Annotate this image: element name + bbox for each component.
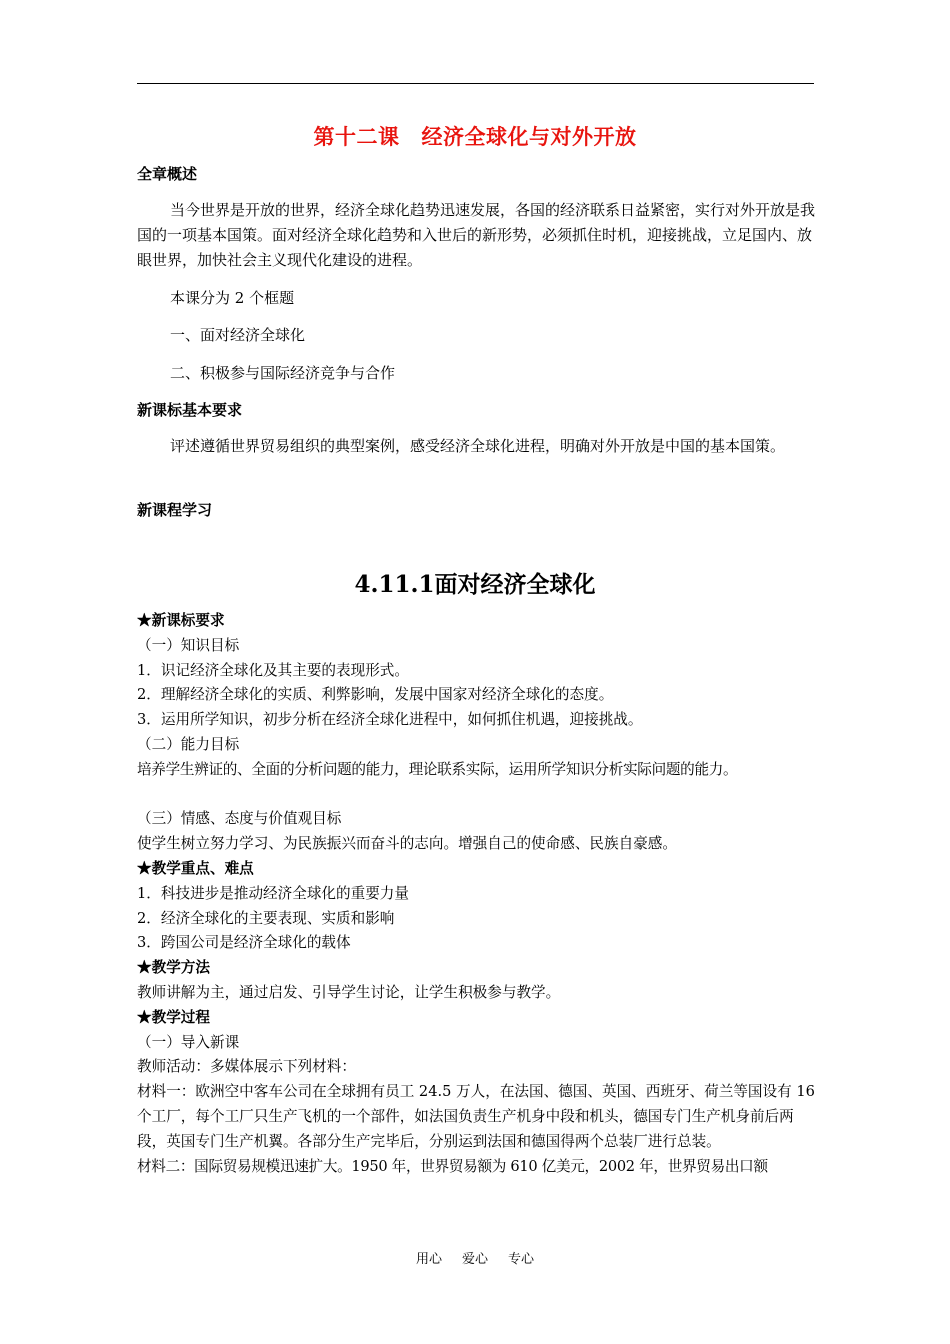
- frame-item-1: 一、面对经济全球化: [170, 326, 306, 344]
- standards-section: [137, 398, 817, 422]
- teacher-activity: 教师活动：多媒体展示下列材料：: [137, 1058, 356, 1076]
- chapter-title: [0, 121, 950, 151]
- emotion-goals-text: 使学生树立努力学习、为民族振兴而奋斗的志向。增强自己的使命感、民族自豪感。: [137, 835, 677, 853]
- key-point-3: 3．跨国公司是经济全球化的载体: [137, 934, 351, 952]
- frame-item-2: 二、积极参与国际经济竞争与合作: [170, 364, 396, 382]
- header-rule: [137, 83, 814, 84]
- overview-body: [137, 198, 817, 273]
- ability-goals-heading: （二）能力目标: [137, 735, 240, 753]
- standards-paragraph: 评述遵循世界贸易组织的典型案例，感受经济全球化进程，明确对外开放是中国的基本国策。: [170, 437, 786, 455]
- chapter-title-topic: 经济全球化与对外开放: [421, 124, 637, 149]
- section-title: 4.11.1面对经济全球化: [354, 571, 596, 598]
- lesson-plan: [137, 609, 817, 1179]
- material-2: 材料二：国际贸易规模迅速扩大。1950 年，世界贸易额为 610 亿美元，2002 年，世界贸易出口额: [137, 1157, 768, 1175]
- standards-heading: 新课标基本要求: [137, 401, 243, 419]
- ability-goals-text: 培养学生辨证的、全面的分析问题的能力，理论联系实际，运用所学知识分析实际问题的能力。: [137, 760, 738, 778]
- key-points-heading: ★教学重点、难点: [137, 859, 254, 877]
- knowledge-goal-2: 2．理解经济全球化的实质、利弊影响，发展中国家对经济全球化的态度。: [137, 686, 614, 704]
- intro-heading: （一）导入新课: [137, 1033, 240, 1051]
- overview-heading: 全章概述: [137, 165, 198, 183]
- process-heading: ★教学过程: [137, 1008, 210, 1026]
- footer-word-3: 专心: [508, 1252, 535, 1267]
- emotion-goals-heading: （三）情感、态度与价值观目标: [137, 810, 342, 828]
- overview-section: [137, 162, 817, 186]
- chapter-title-number: 第十二课: [313, 124, 400, 149]
- method-text: 教师讲解为主，通过启发、引导学生讨论，让学生积极参与教学。: [137, 983, 561, 1001]
- knowledge-goal-3: 3．运用所学知识，初步分析在经济全球化进程中，如何抓住机遇，迎接挑战。: [137, 711, 643, 729]
- material-1: 材料一：欧洲空中客车公司在全球拥有员工 24.5 万人，在法国、德国、英国、西班牙、荷兰等国设有 16 个工厂，每个工厂只生产飞机的一个部件，如法国负责生产机身中段和机头，德国专门生产机身前后两段，英国专门生产机翼。各部分生产完毕后，分别运到法国和德国得两个总装厂进行总装。: [137, 1083, 815, 1150]
- key-point-1: 1．科技进步是推动经济全球化的重要力量: [137, 884, 409, 902]
- footer-word-2: 爱心: [461, 1252, 488, 1267]
- page-footer: [0, 1248, 950, 1267]
- knowledge-goal-1: 1．识记经济全球化及其主要的表现形式。: [137, 661, 409, 679]
- knowledge-goals-heading: （一）知识目标: [137, 636, 240, 654]
- method-heading: ★教学方法: [137, 959, 210, 977]
- frames-intro: 本课分为 2 个框题: [170, 289, 295, 307]
- overview-paragraph: 当今世界是开放的世界，经济全球化趋势迅速发展，各国的经济联系日益紧密，实行对外开放是我国的一项基本国策。面对经济全球化趋势和入世后的新形势，必须抓住时机，迎接挑战，立足国内、放眼世界，加快社会主义现代化建设的进程。: [137, 201, 816, 269]
- requirements-heading: ★新课标要求: [137, 612, 225, 629]
- study-heading: 新课程学习: [137, 501, 213, 519]
- key-point-2: 2．经济全球化的主要表现、实质和影响: [137, 909, 395, 927]
- footer-word-1: 用心: [415, 1252, 442, 1267]
